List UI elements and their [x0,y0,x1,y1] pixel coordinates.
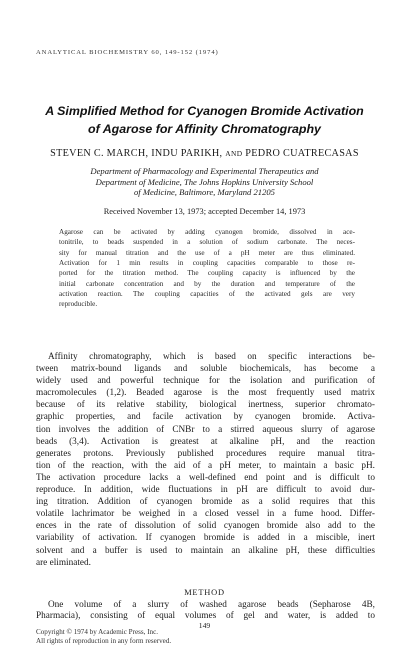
abstract-line: reproducible. [59,300,98,309]
body-line: ing titration. Addition of cyanogen bromide as a solid requires that this [36,497,375,508]
method-line: One volume of a slurry of washed agarose beads (Sepharose 4B, [48,600,375,610]
body-line: tion involves the addition of CNBr to a stirred aqueous slurry of agarose [36,424,375,435]
affiliation-line: Department of Medicine, The Johns Hopkins University School [95,176,314,187]
introduction-text [36,351,375,569]
author-and: AND [225,149,243,158]
abstract [59,227,355,310]
author-names: STEVEN C. MARCH, INDU PARIKH, [50,148,223,159]
page-number: 149 [198,621,211,630]
abstract-line: activation reaction. The coupling capacities of the activated gels are very [59,290,355,299]
abstract-line: Agarose can be activated by adding cyanogen bromide, dissolved in ace- [59,228,355,236]
abstract-line: initial carbonate concentration and by the duration and temperature of the [59,279,355,288]
body-line: tion of the reaction, with the aid of a pH meter, to maintain a basic pH. [36,460,375,471]
copyright-line: All rights of reproduction in any form reserved. [36,636,172,645]
author-list [20,148,389,159]
copyright-notice [36,628,171,645]
method-line: Pharmacia), consisting of equal volumes of gel and water, is added to [36,611,375,622]
body-line: reproduce. In addition, wide fluctuations in pH are difficult to avoid dur- [36,485,375,496]
journal-header: ANALYTICAL BIOCHEMISTRY 60, 149-152 (1974) [36,49,219,56]
section-heading: METHOD [184,588,225,597]
affiliation-line: Department of Pharmacology and Experimental Therapeutics and [90,166,319,176]
method-text [36,600,375,623]
body-line: generates protons. Previously published procedures require manual titra- [36,448,375,459]
copyright-line: Copyright © 1974 by Academic Press, Inc. [36,628,159,636]
affiliation [20,166,389,198]
body-line: widely used and powerful technique for the isolation and purification of [36,376,375,387]
affiliation-line: of Medicine, Baltimore, Maryland 21205 [134,187,275,197]
abstract-line: Activation for 1 min results in coupling capacities comparable to those re- [59,259,355,268]
received-date: Received November 13, 1973; accepted December 14, 1973 [103,207,306,216]
body-line: macromolecules (1,2). Beaded agarose is the most frequently used matrix [36,388,375,399]
body-line: because of its relative stability, biological inertness, superior chromato- [36,400,375,411]
paper-title [20,103,389,138]
body-line: beads (3,4). Activation is greatest at alkaline pH, and the reaction [36,436,375,447]
body-line: solvent and a buffer is used to maintain an alkaline pH, these difficulties [36,545,375,556]
abstract-line: ported for the titration method. The coupling capacity is influenced by the [59,269,355,278]
body-line: are eliminated. [36,557,91,568]
body-line: tween matrix-bound ligands and soluble biochemicals, has become a [36,364,375,375]
title-line: of Agarose for Affinity Chromatography [88,121,321,136]
abstract-line: tonitrile, to beads suspended in a solution of sodium carbonate. The neces- [59,238,355,247]
body-line: ences in the rate of dissolution of solid cyanogen bromide also add to the [36,521,375,532]
title-line: A Simplified Method for Cyanogen Bromide Activation [45,104,364,118]
author-last: PEDRO CUATRECASAS [245,148,359,159]
body-line: Affinity chromatography, which is based on specific interactions be- [48,352,375,362]
body-line: volatile lachrimator be weighed in a closed vessel in a fume hood. Differ- [36,509,375,520]
body-line: graphic properties, and facile activation by cyanogen bromide. Activa- [36,412,375,423]
abstract-line: sity for manual titration and the use of a pH meter are thus eliminated. [59,248,355,257]
body-line: variability of activation. If cyanogen bromide is added in a miscible, inert [36,533,375,544]
body-line: The activation procedure lacks a well-defined end point and is difficult to [36,472,375,483]
